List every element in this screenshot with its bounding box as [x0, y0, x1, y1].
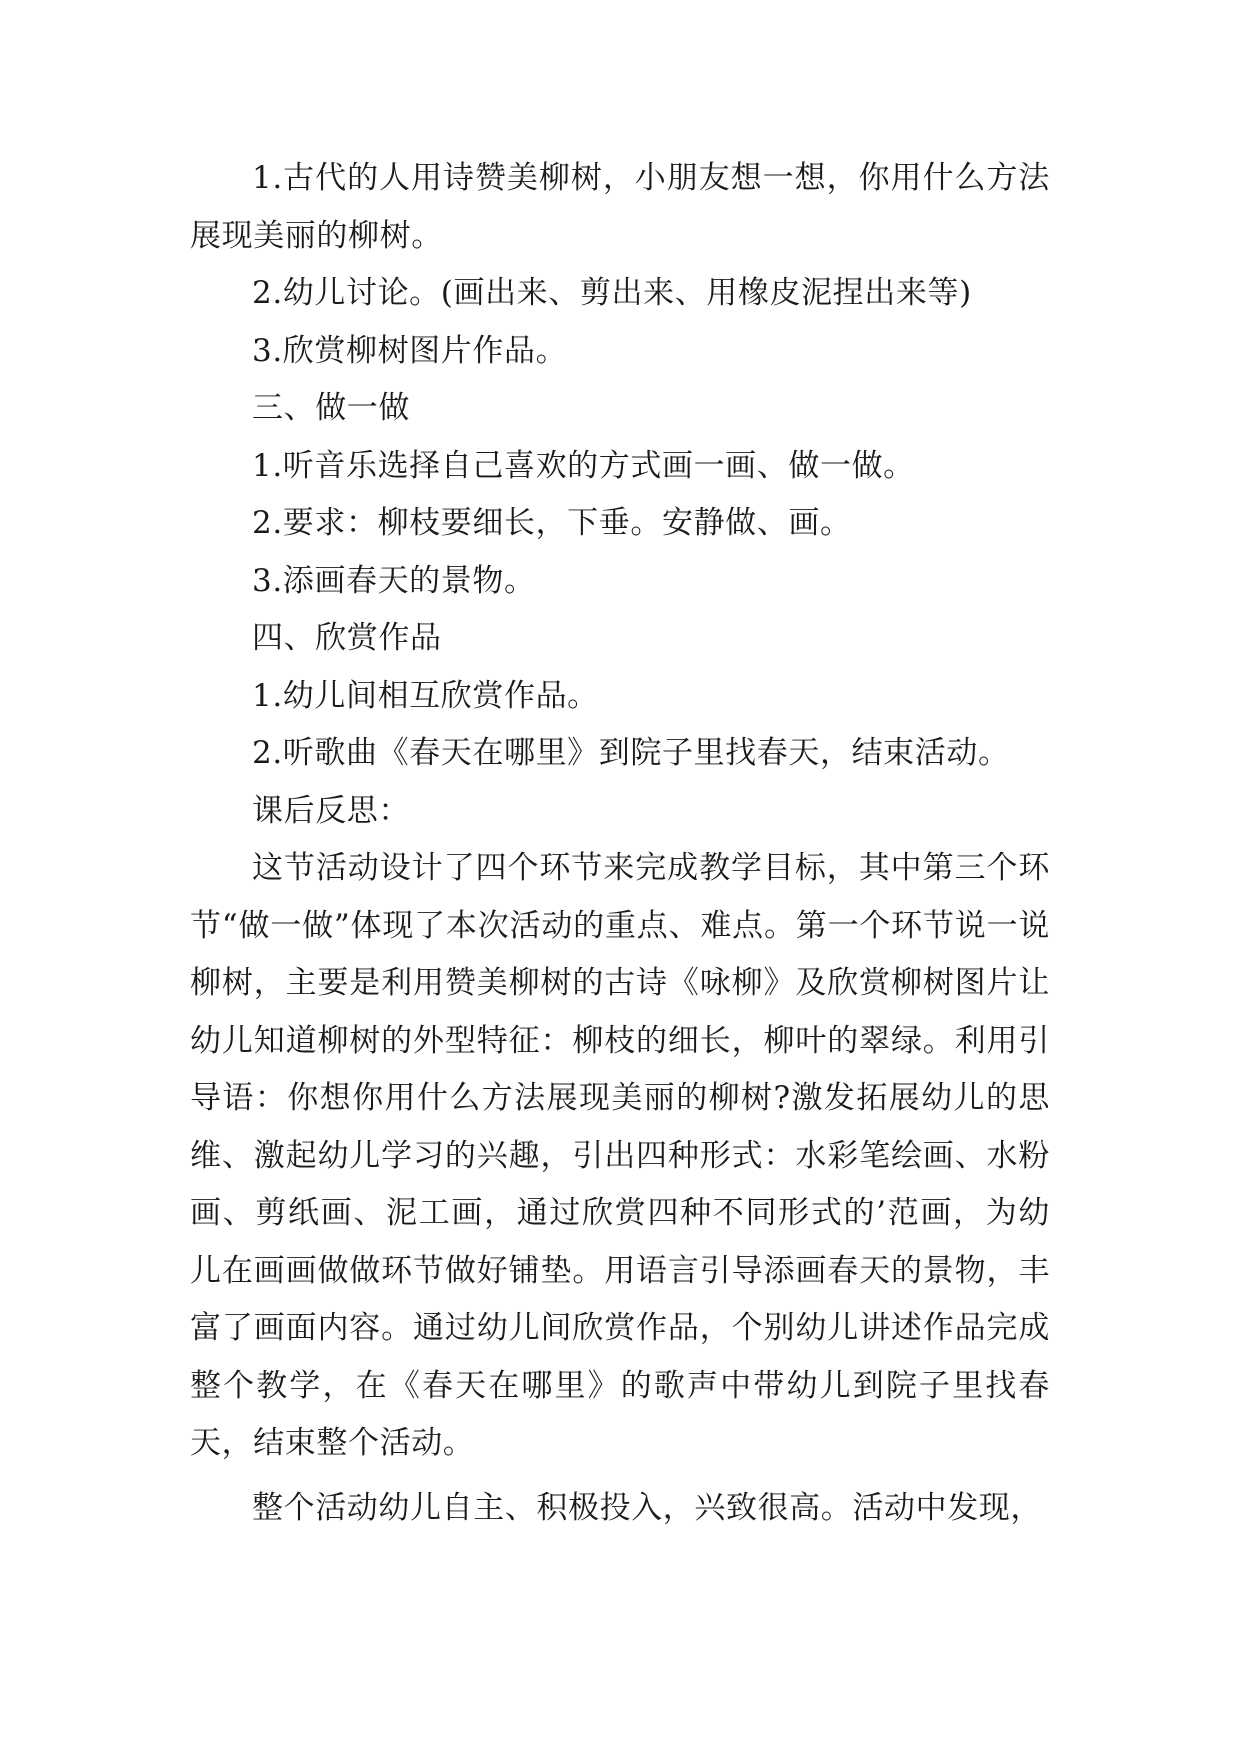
paragraph-step-3: 3.欣赏柳树图片作品。 [252, 332, 568, 369]
paragraph-do-step-2: 2.要求：柳枝要细长，下垂。安静做、画。 [252, 505, 852, 541]
paragraph-reflection-summary: 整个活动幼儿自主、积极投入，兴致很高。活动中发现， [252, 1489, 1042, 1526]
paragraph-reflection-body: 这节活动设计了四个环节来完成教学目标，其中第三个环节“做一做”体现了本次活动的重点、难点。第一个环节说一说柳树，主要是利用赞美柳树的古诗《咏柳》及欣赏柳树图片让幼儿知道柳树的外型特征：柳枝的细长，柳叶的翠绿。利用引导语：你想你用什么方法展现美丽的柳树?激发拓展幼儿的思维、激起幼儿学习的兴趣，引出四种形式：水彩笔绘画、水粉画、剪纸画、泥工画，通过欣赏四种不同形式的’范画，为幼儿在画画做做环节做好铺垫。用语言引导添画春天的景物，丰富了画面内容。通过幼儿间欣赏作品，个别幼儿讲述作品完成整个教学，在《春天在哪里》的歌声中带幼儿到院子里找春天，结束整个活动。 [190, 850, 1050, 1461]
paragraph-do-step-3: 3.添画春天的景物。 [252, 562, 536, 599]
paragraph-appreciate-step-1: 1.幼儿间相互欣赏作品。 [252, 677, 599, 714]
paragraph-appreciate-step-2: 2.听歌曲《春天在哪里》到院子里找春天，结束活动。 [252, 735, 1010, 771]
paragraph-do-step-1: 1.听音乐选择自己喜欢的方式画一画、做一做。 [252, 447, 915, 484]
section-heading-reflection: 课后反思： [252, 792, 410, 829]
section-heading-do: 三、做一做 [252, 390, 410, 426]
document-body [190, 150, 1050, 1537]
section-heading-appreciate: 四、欣赏作品 [252, 620, 442, 656]
paragraph-step-1: 1.古代的人用诗赞美柳树，小朋友想一想，你用什么方法展现美丽的柳树。 [190, 160, 1050, 254]
paragraph-step-2: 2.幼儿讨论。(画出来、剪出来、用橡皮泥捏出来等) [252, 275, 972, 311]
